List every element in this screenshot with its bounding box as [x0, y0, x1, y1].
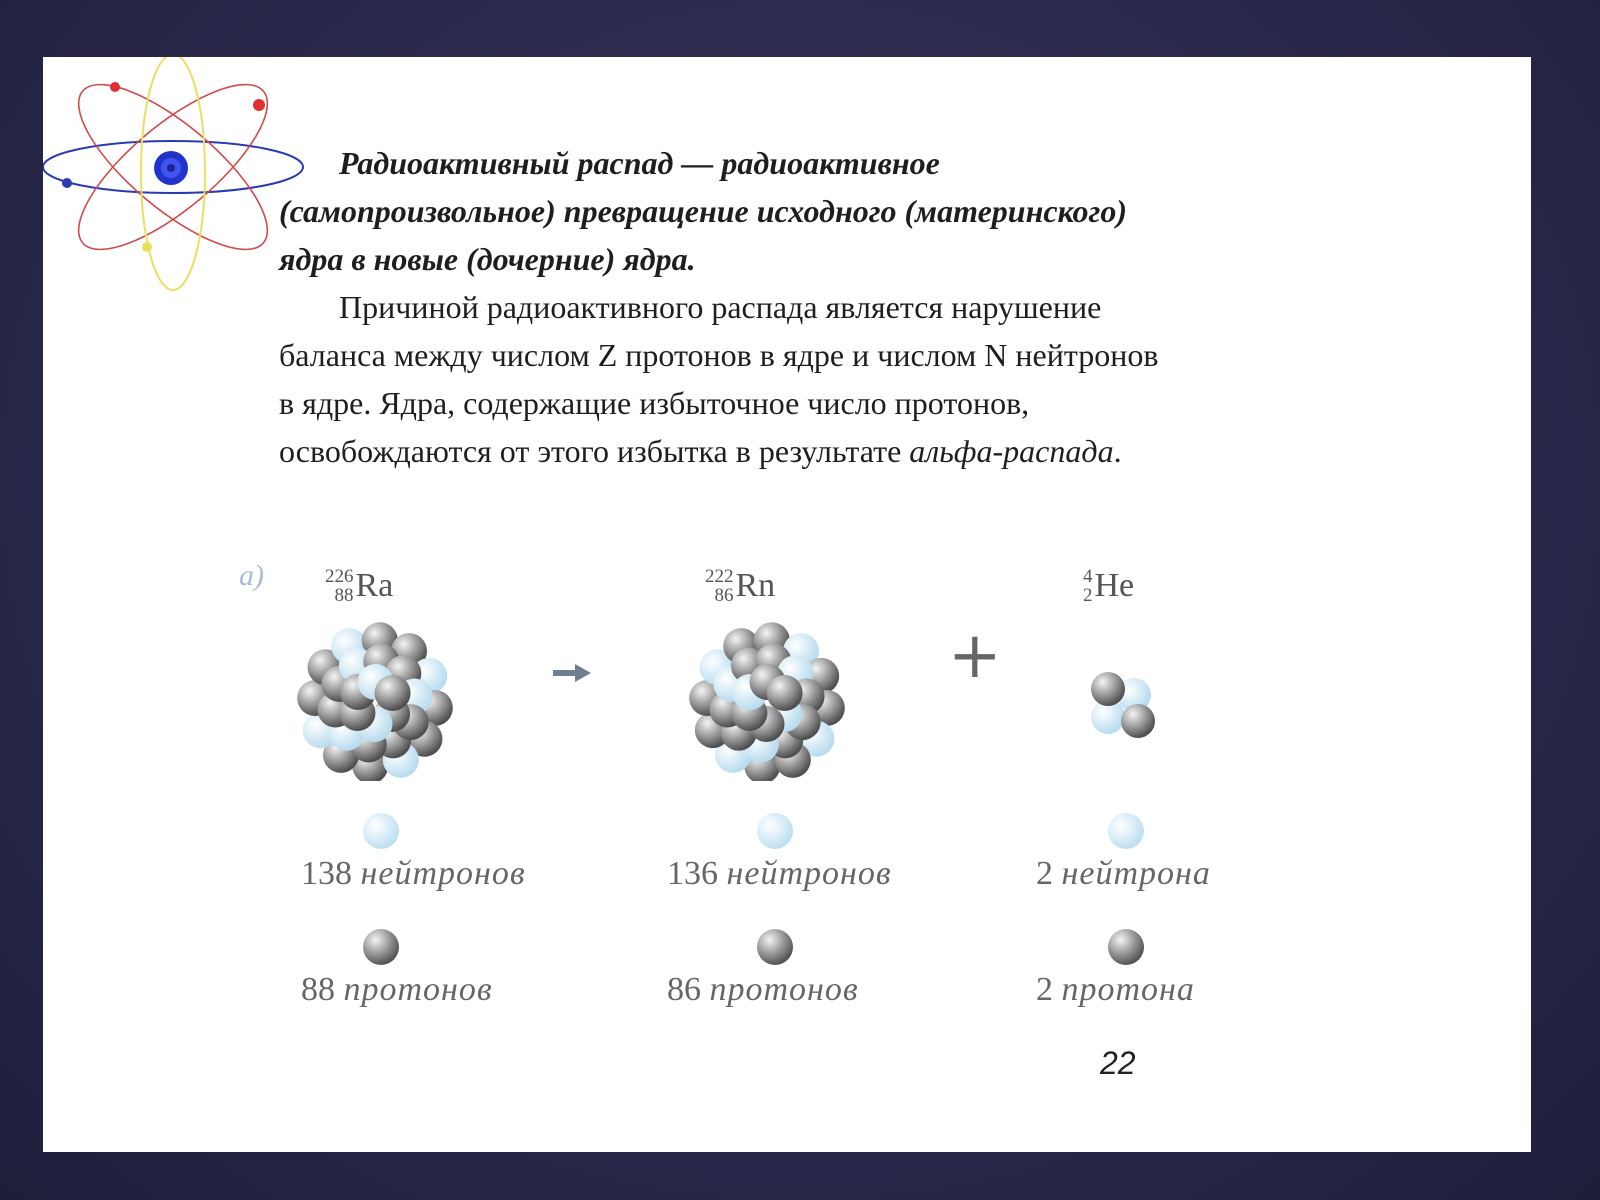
count-word: нейтрона: [1061, 855, 1211, 892]
nuclide-label-ra: [325, 567, 393, 605]
explanation-line-4-end: .: [1113, 433, 1122, 469]
explanation-line-2: баланса между числом Z протонов в ядре и числом N нейтронов: [279, 337, 1159, 373]
proton-count-ra: [301, 971, 493, 1009]
nuclide-label-he: [1083, 567, 1134, 605]
neutron-count-ra: [301, 855, 526, 893]
neutron-count-he: [1036, 855, 1211, 893]
proton-ball: [767, 675, 803, 711]
arrow-right-icon: [553, 662, 593, 684]
slide: [43, 57, 1531, 1152]
explanation: [279, 283, 1489, 475]
count-word: протонов: [709, 971, 859, 1008]
charge-number: 86: [714, 585, 734, 606]
mass-number: 226: [325, 566, 354, 587]
proton-icon: [755, 927, 795, 967]
count-number: 88: [301, 971, 335, 1008]
neutron-count-rn: [667, 855, 892, 893]
count-word: нейтронов: [360, 855, 526, 892]
radon-nucleus: [687, 621, 847, 781]
alpha-decay-figure: [43, 527, 1531, 1087]
atom-icon: [43, 57, 313, 307]
figure-letter: а): [239, 559, 264, 592]
neutron-icon: [1106, 811, 1146, 851]
explanation-line-4: [279, 433, 1122, 469]
helium-nucleus: [1078, 661, 1168, 751]
count-word: нейтронов: [726, 855, 892, 892]
definition-line-3: ядра в новые (дочерние) ядра.: [279, 241, 696, 277]
element-symbol: Ra: [355, 567, 394, 604]
alpha-decay-term: альфа-распада: [909, 433, 1114, 469]
count-number: 136: [667, 855, 718, 892]
explanation-line-3: в ядре. Ядра, содержащие избыточное число протонов,: [279, 385, 1030, 421]
text-block: [279, 139, 1489, 475]
count-number: 2: [1036, 971, 1053, 1008]
plus-sign: +: [948, 619, 1002, 693]
count-word: протонов: [343, 971, 493, 1008]
neutron-icon: [361, 811, 401, 851]
proton-icon: [1106, 927, 1146, 967]
count-number: 86: [667, 971, 701, 1008]
proton-icon: [361, 927, 401, 967]
explanation-line-1: Причиной радиоактивного распада является нарушение: [339, 289, 1102, 325]
page-number: 22: [1100, 1045, 1136, 1081]
nuclide-label-rn: [705, 567, 775, 605]
proton-ball: [1121, 704, 1155, 738]
proton-count-he: [1036, 971, 1195, 1009]
explanation-line-4-start: освобождаются от этого избытка в результате: [279, 433, 910, 469]
definition-line-1: Радиоактивный распад — радиоактивное: [339, 145, 940, 181]
element-symbol: He: [1094, 567, 1135, 604]
charge-number: 2: [1083, 585, 1093, 606]
count-number: 138: [301, 855, 352, 892]
mass-number: 222: [705, 566, 734, 587]
charge-number: 88: [334, 585, 354, 606]
proton-count-rn: [667, 971, 859, 1009]
neutron-icon: [755, 811, 795, 851]
count-word: протона: [1061, 971, 1195, 1008]
count-number: 2: [1036, 855, 1053, 892]
proton-ball: [1091, 672, 1125, 706]
mass-number: 4: [1083, 566, 1093, 587]
definition: [279, 139, 1489, 283]
definition-line-2: (самопроизвольное) превращение исходного (материнского): [279, 193, 1127, 229]
element-symbol: Rn: [735, 567, 776, 604]
radium-nucleus: [295, 621, 455, 781]
proton-ball: [375, 675, 411, 711]
